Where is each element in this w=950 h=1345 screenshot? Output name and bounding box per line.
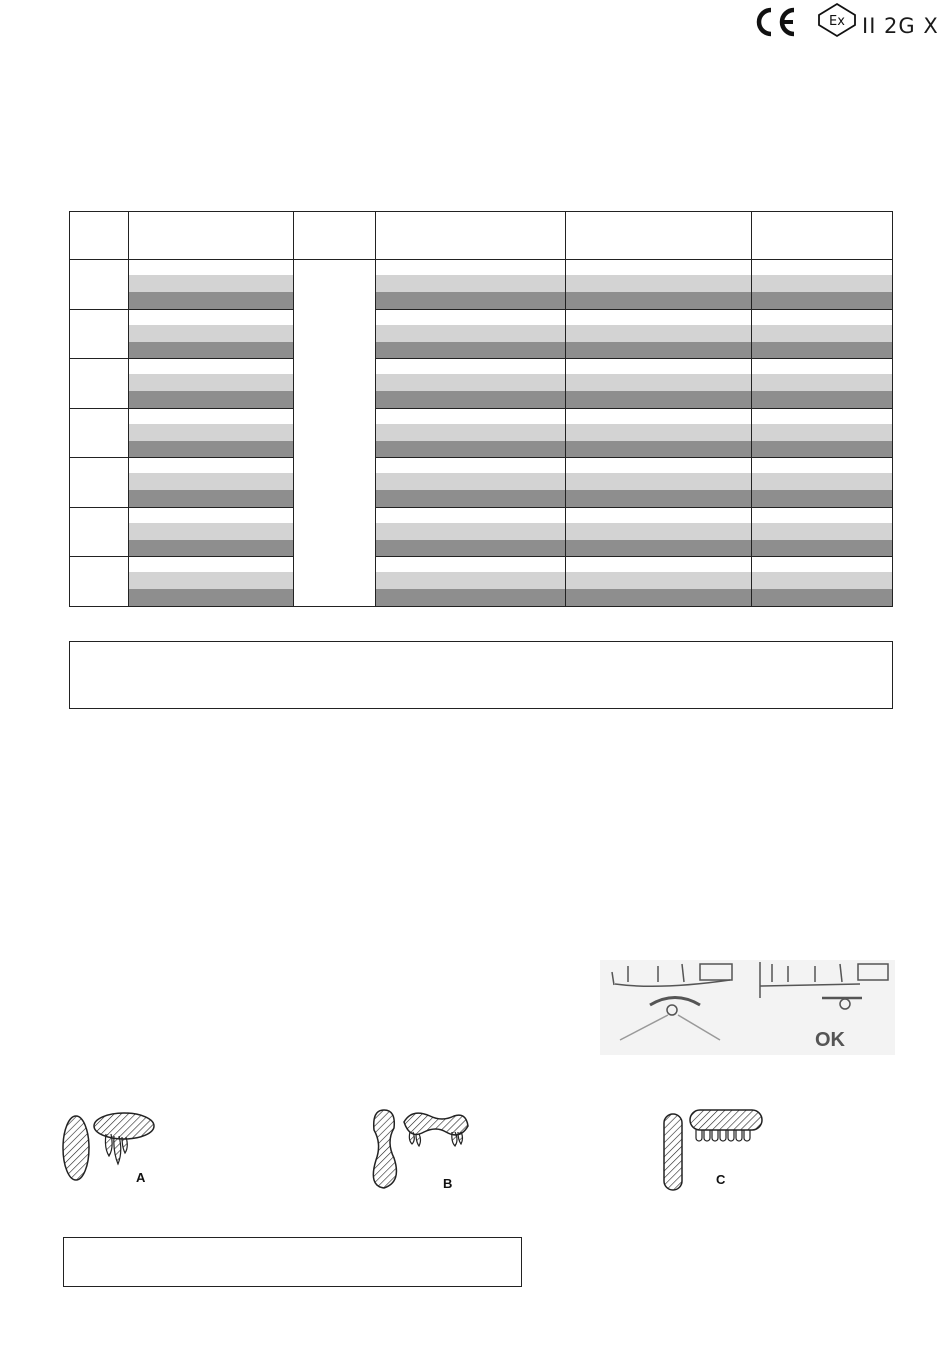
table-cell-band [129,523,293,540]
table-cell-band [129,508,293,523]
table-cell-band [752,458,892,473]
table-cell-band [129,458,293,473]
spray-pattern-a-illustration [60,1104,170,1189]
table-cell-band [752,260,892,275]
table-cell-band [566,458,751,473]
table-cell-band [129,260,293,275]
table-cell-band [752,391,892,408]
table-cell-band [129,391,293,408]
table-cell-band [129,409,293,424]
table-cell-band [129,275,293,292]
table-row-divider [375,408,892,409]
table-cell-band [752,424,892,441]
table-cell-band [376,523,565,540]
table-row-divider [70,309,293,310]
table-cell-band [752,359,892,374]
table-cell-band [566,473,751,490]
table-row-divider [70,556,293,557]
table-row-divider [70,408,293,409]
table-cell-band [566,523,751,540]
spray-angle-photo [600,960,895,1055]
table-cell-band [376,490,565,507]
table-cell-band [566,441,751,458]
table-column-divider [128,212,129,606]
table-cell-band [566,310,751,325]
table-cell-band [752,589,892,606]
ce-mark-icon [752,4,800,40]
table-cell-band [376,310,565,325]
table-cell-band [752,490,892,507]
table-row-divider [70,457,293,458]
table-row-divider [375,358,892,359]
table-cell-band [566,490,751,507]
table-cell-band [376,275,565,292]
pattern-label-b: B [443,1176,453,1191]
table-cell-band [752,557,892,572]
pattern-label-a: A [136,1170,146,1185]
table-cell-band [376,342,565,359]
table-cell-band [566,424,751,441]
table-cell-band [129,292,293,309]
table-column-divider [751,212,752,606]
pattern-label-c: C [716,1172,726,1187]
table-cell-band [566,572,751,589]
table-cell-band [376,260,565,275]
table-cell-band [566,359,751,374]
table-cell-band [566,342,751,359]
table-cell-band [129,572,293,589]
table-column-divider [375,212,376,606]
table-cell-band [376,508,565,523]
table-cell-band [376,424,565,441]
table-cell-band [566,374,751,391]
table-cell-band [752,508,892,523]
table-row-divider [70,358,293,359]
table-cell-band [376,572,565,589]
table-cell-band [566,409,751,424]
table-cell-band [752,572,892,589]
table-column-divider [293,212,294,606]
table-cell-band [566,508,751,523]
table-cell-band [752,374,892,391]
table-cell-band [376,391,565,408]
table-cell-band [752,473,892,490]
spray-pattern-b-illustration [368,1104,478,1194]
table-cell-band [376,325,565,342]
table-cell-band [376,540,565,557]
table-cell-band [376,458,565,473]
table-cell-band [566,391,751,408]
table-cell-band [376,292,565,309]
table-row-divider [70,507,293,508]
table-cell-band [129,310,293,325]
table-cell-band [129,540,293,557]
table-cell-band [376,359,565,374]
bottom-note-box [63,1237,522,1287]
table-cell-band [752,325,892,342]
table-cell-band [129,557,293,572]
table-cell-band [129,441,293,458]
table-cell-band [376,441,565,458]
ex-hexagon-icon [816,2,858,38]
table-cell-band [129,359,293,374]
table-cell-band [752,409,892,424]
table-row-divider [375,309,892,310]
table-cell-band [129,424,293,441]
ex-mark-text: Ex [829,14,845,29]
table-cell-band [752,310,892,325]
table-row-divider [375,457,892,458]
table-cell-band [129,325,293,342]
atex-marking: II 2G X [862,14,939,38]
table-cell-band [752,292,892,309]
table-cell-band [376,589,565,606]
table-cell-band [129,374,293,391]
table-cell-band [376,557,565,572]
table-cell-band [376,473,565,490]
table-cell-band [566,589,751,606]
table-cell-band [566,260,751,275]
table-column-divider [565,212,566,606]
table-cell-band [566,325,751,342]
ok-label: OK [815,1029,845,1051]
table-cell-band [566,275,751,292]
table-cell-band [129,473,293,490]
table-cell-band [376,374,565,391]
table-cell-band [752,523,892,540]
table-cell-band [752,275,892,292]
table-cell-band [129,490,293,507]
spray-pattern-c-illustration [660,1104,770,1194]
table-cell-band [752,540,892,557]
table-cell-band [376,409,565,424]
table-cell-band [566,557,751,572]
spec-table [69,211,893,607]
table-cell-band [129,589,293,606]
table-cell-band [566,292,751,309]
note-box [69,641,893,709]
table-row-divider [375,507,892,508]
table-cell-band [752,342,892,359]
table-cell-band [566,540,751,557]
table-row-divider [375,556,892,557]
table-cell-band [129,342,293,359]
table-cell-band [752,441,892,458]
